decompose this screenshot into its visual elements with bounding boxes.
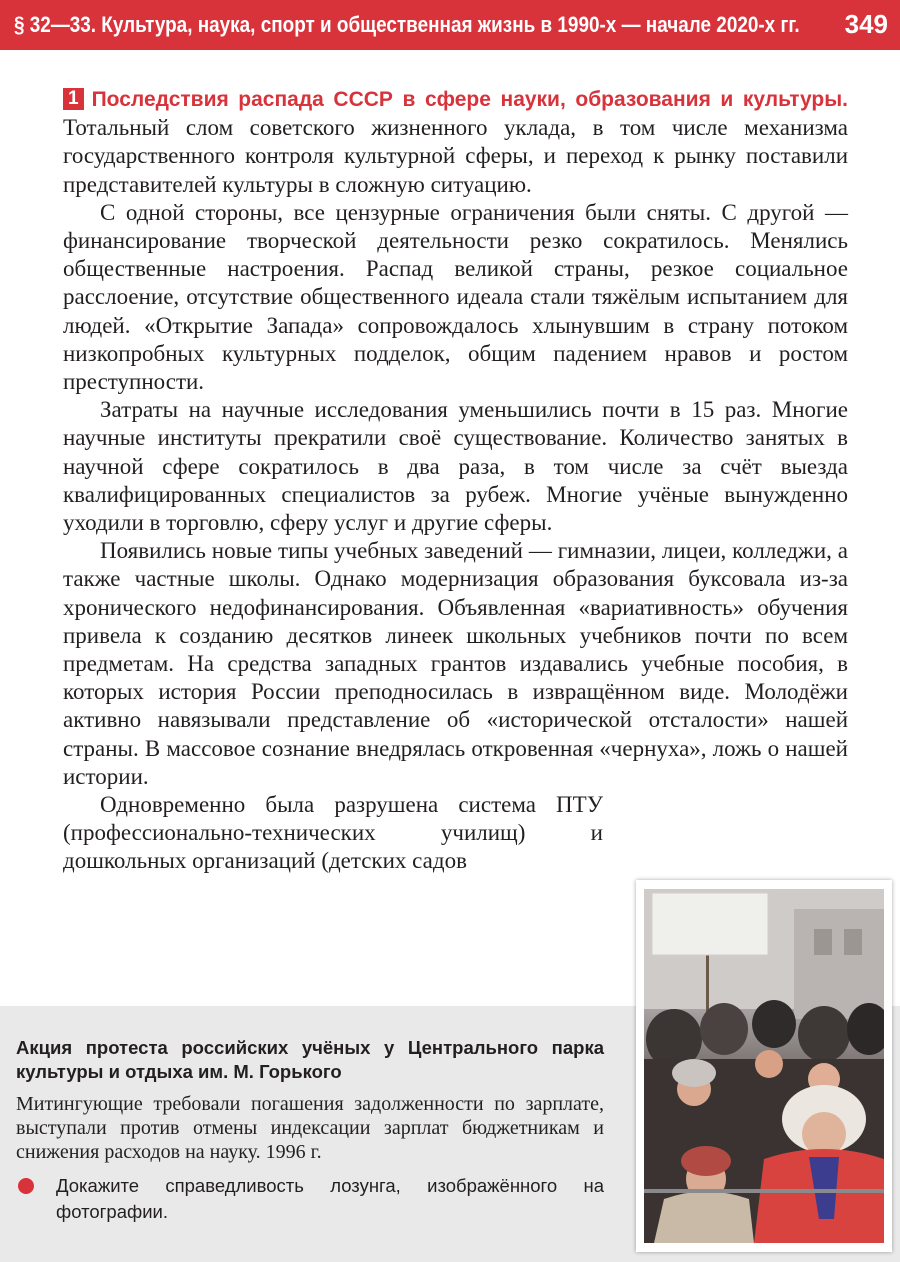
caption-text: Митингующие требовали погашения задолженности по зарплате, выступали против отмены индексации зарплат бюджетникам и снижения расходов на науку. 1996 г. (16, 1093, 604, 1163)
paragraph: С одной стороны, все цензурные ограничения были сняты. С другой — финансирование творческой деятельности резко сократилось. Менялись общественные настроения. Распад великой страны, резкое социальное расслоение, отсутствие общественного идеала стали тяжёлым испытанием для людей. «Открытие Запада» сопровождалось хлынувшим в страну потоком низкопробных культурных подделок, общим падением нравов и ростом преступности. (63, 199, 848, 395)
question-text: Докажите справедливость лозунга, изображённого на фотографии. (56, 1175, 604, 1222)
photo-frame (636, 880, 892, 1252)
section-number: 1 (63, 88, 84, 110)
section-title: Последствия распада СССР в сфере науки, образования и культуры. (91, 88, 848, 111)
protest-sign (652, 893, 768, 955)
caption-title: Акция протеста российских учёных у Центрального парка культуры и отдыха им. М. Горького (16, 1037, 604, 1082)
protest-photo-illustration (644, 889, 884, 1243)
protest-photo (644, 889, 884, 1243)
section-paragraph (63, 85, 848, 199)
page-number: 349 (844, 9, 888, 39)
main-text (63, 85, 848, 876)
paragraph: Появились новые типы учебных заведений — гимназии, лицеи, колледжи, а также частные школы. Однако модернизация образования буксовала из-за хронического недофинансирования. Объявленная «вариативность» обучения привела к созданию десятков линеек школьных учебников почти по всем предметам. На средства западных грантов издавались учебные пособия, в которых история России преподносилась в извращённом виде. Молодёжи активно навязывали представление об «исторической отсталости» нашей страны. В массовое сознание внедрялась откровенная «чернуха», ложь о нашей истории. (63, 538, 848, 789)
paragraph: Одновременно была разрушена система ПТУ (профессионально-технических училищ) и дошкольных организаций (детских садов (63, 792, 603, 874)
caption-content (16, 1036, 604, 1225)
page-header (0, 0, 900, 50)
paragraph: Затраты на научные исследования уменьшились почти в 15 раз. Многие научные институты прекратили своё существование. Количество занятых в научной сфере сократилось в два раза, в том числе за счёт выезда квалифицированных специалистов за рубеж. Многие учёные вынужденно уходили в торговлю, сферу услуг и другие сферы. (63, 397, 848, 536)
question (16, 1173, 604, 1225)
bullet-icon (18, 1178, 34, 1194)
chapter-title: § 32—33. Культура, наука, спорт и общественная жизнь в 1990-х — начале 2020-х гг. (14, 12, 800, 37)
section-lead: Тотальный слом советского жизненного уклада, в том числе механизма государственного контроля культурной сферы, и переход к рынку поставили представителей культуры в сложную ситуацию. (63, 115, 848, 197)
